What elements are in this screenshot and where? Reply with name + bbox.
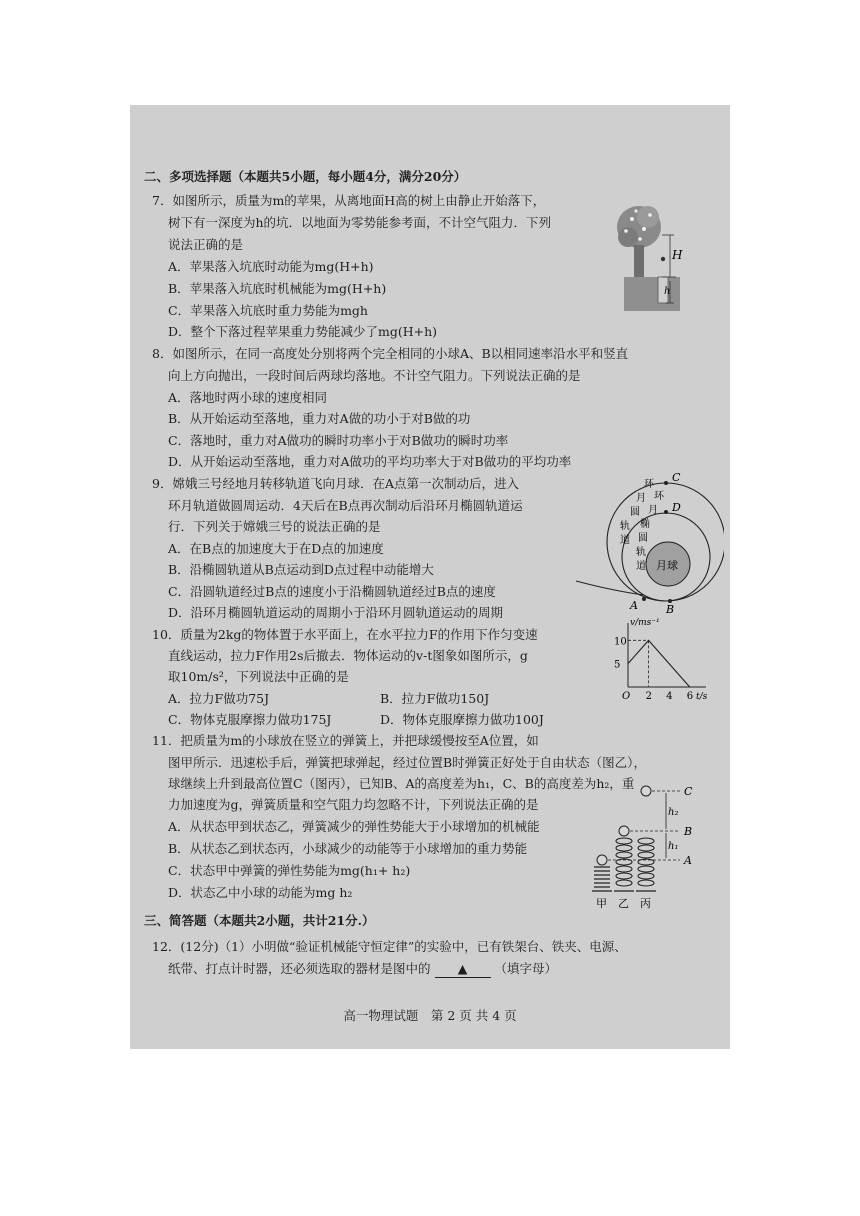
label-ring-circle: 轨 [620,521,630,532]
q9-stem-line: 环月轨道做圆周运动．4天后在B点再次制动后沿环月椭圆轨道运 [168,498,523,513]
x-tick-label: 4 [666,691,673,702]
q9-option-d: D．沿环月椭圆轨道运动的周期小于沿环月圆轨道运动的周期 [168,605,504,620]
label-A: A [684,854,692,867]
page-footer: 高一物理试题 第 2 页 共 4 页 [343,1008,517,1023]
label-bing: 丙 [640,897,651,910]
q10-stem-line: 直线运动，拉力F作用2s后撤去．物体运动的v-t图象如图所示，g [168,648,528,663]
spring-figure [590,773,700,915]
y-tick-label: 10 [614,636,627,648]
q11-stem-line: 11．把质量为m的小球放在竖立的弹簧上，并把球缓慢按至A位置，如 [152,733,539,748]
q8-stem-line: 向上方向抛出，一段时间后两球均落地。不计空气阻力。下列说法正确的是 [168,368,581,383]
q11-stem-line: 图甲所示．迅速松手后，弹簧把球弹起，经过位置B时弹簧正好处于自由状态（图乙）， [168,755,646,770]
q12-stem-line [168,961,557,978]
q11-option-d: D．状态乙中小球的动能为mg h₂ [168,885,353,900]
q11-option-c: C．状态甲中弹簧的弹性势能为mg(h₁+ h₂) [168,863,411,878]
label-H: H [672,248,683,262]
y-axis-label: v/ms⁻¹ [630,618,660,628]
label-ring-circle: 道 [620,535,630,546]
q10-option-a: A．拉力F做功75J [168,691,270,706]
label-jia: 甲 [596,897,607,910]
label-ring-ellipse: 月 [648,505,658,516]
q8-option-a: A．落地时两小球的速度相同 [168,390,328,405]
section-header: 二、多项选择题（本题共5小题，每小题4分，满分20分） [144,169,467,184]
label-ring-ellipse: 圆 [638,533,648,544]
q11-option-b: B．从状态乙到状态丙，小球减少的动能等于小球增加的重力势能 [168,841,528,856]
q10-option-b: B．拉力F做功150J [380,691,490,706]
label-D: D [672,501,681,514]
label-h2: h₂ [668,807,679,818]
q9-option-c: C．沿圆轨道经过B点的速度小于沿椭圆轨道经过B点的速度 [168,584,496,599]
orbit-figure [574,465,724,615]
exam-page [130,105,730,1049]
x-tick-label: 2 [645,691,652,702]
label-ring-ellipse: 椭 [640,519,650,530]
section-header: 三、简答题（本题共2小题，共计21分.） [144,913,375,928]
q10-stem-line: 取10m/s²，下列说法中正确的是 [168,669,349,684]
triangle-marker-icon: ▲ [457,961,468,976]
label-ring-ellipse: 道 [636,561,646,572]
label-B: B [684,825,693,838]
q10-option-d: D．物体克服摩擦力做功100J [380,712,544,727]
q7-option-d: D．整个下落过程苹果重力势能减少了mg(H+h) [168,324,438,339]
y-tick-label: 5 [614,659,621,671]
q12-suffix: （填字母） [494,961,557,976]
q11-stem-line: 球继续上升到最高位置C（图丙），已知B、A的高度差为h₁，C、B的高度差为h₂，重 [168,776,635,791]
q8-stem-line: 8．如图所示，在同一高度处分别将两个完全相同的小球A、B以相同速率沿水平和竖直 [152,346,629,361]
q10-option-c: C．物体克服摩擦力做功175J [168,712,332,727]
q9-stem-line: 行．下列关于嫦娥三号的说法正确的是 [168,519,381,534]
q10-stem-line: 10．质量为2kg的物体置于水平面上，在水平拉力F的作用下作匀变速 [152,627,538,642]
q11-stem-line: 力加速度为g，弹簧质量和空气阻力均忽略不计，下列说法正确的是 [168,797,539,812]
label-B: B [666,603,675,615]
q7-stem-line: 说法正确的是 [168,237,244,252]
label-ring-circle: 月 [636,493,646,504]
x-tick-label: O [622,691,631,702]
answer-blank[interactable] [435,961,491,978]
q7-option-a: A．苹果落入坑底时动能为mg(H+h) [168,259,374,274]
label-ring-ellipse: 轨 [636,547,646,558]
x-tick-label: 6 [686,691,694,702]
label-h1: h₁ [668,841,679,852]
q8-option-c: C．落地时，重力对A做功的瞬时功率小于对B做功的瞬时功率 [168,433,509,448]
q7-stem-line: 7．如图所示，质量为m的苹果，从离地面H高的树上由静止开始落下， [152,193,546,208]
q9-option-a: A．在B点的加速度大于在D点的加速度 [168,541,384,556]
q9-stem-line: 9．嫦娥三号经地月转移轨道飞向月球．在A点第一次制动后，进入 [152,476,519,491]
label-C: C [672,471,681,484]
label-yi: 乙 [618,897,629,910]
vt-chart [614,617,710,703]
q7-option-b: B．苹果落入坑底时机械能为mg(H+h) [168,281,387,296]
label-C: C [684,785,693,798]
label-ring-circle: 圆 [630,507,640,518]
label-moon: 月球 [656,559,678,572]
apple-tree-figure [614,201,694,313]
q11-option-a: A．从状态甲到状态乙，弹簧减少的弹性势能大于小球增加的机械能 [168,819,540,834]
q7-option-c: C．苹果落入坑底时重力势能为mgh [168,303,368,318]
label-ring-circle: 环 [644,479,654,490]
x-axis-label: t/s [696,692,708,702]
label-A: A [630,599,638,612]
q12-stem-text: 纸带、打点计时器，还必须选取的器材是图中的 [168,961,431,976]
q9-option-b: B．沿椭圆轨道从B点运动到D点过程中动能增大 [168,562,434,577]
q7-stem-line: 树下有一深度为h的坑．以地面为零势能参考面，不计空气阻力．下列 [168,215,552,230]
series-line [628,640,690,687]
q8-option-d: D．从开始运动至落地，重力对A做功的平均功率大于对B做功的平均功率 [168,454,572,469]
label-ring-ellipse: 环 [654,491,664,502]
q12-stem-line: 12．(12分)（1）小明做“验证机械能守恒定律”的实验中，已有铁架台、铁夹、电源、 [152,939,627,954]
label-h: h [664,286,671,297]
q8-option-b: B．从开始运动至落地，重力对A做的功小于对B做的功 [168,411,471,426]
